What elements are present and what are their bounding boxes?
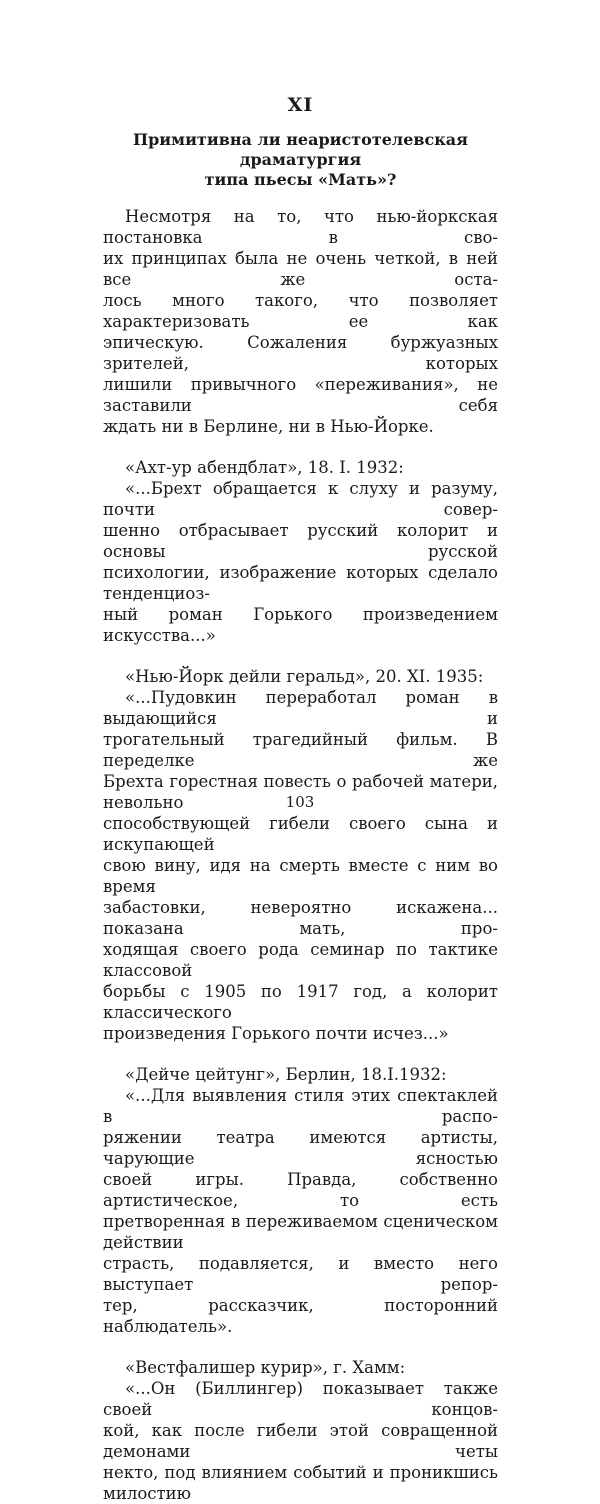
quote-line: трогательный трагедийный фильм. В переделке же bbox=[103, 730, 498, 770]
quote-line: ряжении театра имеются артисты, чарующие ясностью bbox=[103, 1128, 498, 1168]
quote-line: способствующей гибели своего сына и искупающей bbox=[103, 814, 498, 854]
review-block bbox=[103, 457, 498, 646]
review-source: «Нью-Йорк дейли геральд», 20. XI. 1935: bbox=[125, 667, 484, 686]
quote-line: Брехта горестная повесть о рабочей матери, невольно bbox=[103, 772, 498, 812]
chapter-title-line: типа пьесы «Мать»? bbox=[204, 170, 397, 189]
quote-line: своей игры. Правда, собственно артистическое, то есть bbox=[103, 1170, 498, 1210]
chapter-title bbox=[103, 130, 498, 190]
text-line: лишили привычного «переживания», не заставили себя bbox=[103, 375, 498, 415]
quote-line: претворенная в переживаемом сценическом действии bbox=[103, 1212, 498, 1252]
text-line: Несмотря на то, что нью-йоркская постановка в сво- bbox=[103, 207, 498, 247]
review-block bbox=[103, 1357, 498, 1504]
chapter-number: XI bbox=[287, 94, 314, 116]
quote-line: некто, под влиянием событий и проникшись милостию bbox=[103, 1463, 498, 1503]
review-source: «Ахт-ур абендблат», 18. I. 1932: bbox=[125, 458, 404, 477]
review-block bbox=[103, 666, 498, 1044]
review-block bbox=[103, 1064, 498, 1337]
text-line: эпическую. Сожаления буржуазных зрителей, которых bbox=[103, 333, 498, 373]
quote-line: «...Он (Биллингер) показывает также своей концов- bbox=[103, 1379, 498, 1419]
text-line: лось много такого, что позволяет характеризовать ее как bbox=[103, 291, 498, 331]
quote-line: страсть, подавляется, и вместо него выступает репор- bbox=[103, 1254, 498, 1294]
quote-line: ходящая своего рода семинар по тактике классовой bbox=[103, 940, 498, 980]
review-source: «Дейче цейтунг», Берлин, 18.I.1932: bbox=[125, 1065, 447, 1084]
chapter-title-line: Примитивна ли неаристотелевская драматургия bbox=[133, 130, 468, 169]
quote-line: кой, как после гибели этой совращенной демонами четы bbox=[103, 1421, 498, 1461]
quote-line: свою вину, идя на смерть вместе с ним во время bbox=[103, 856, 498, 896]
quote-line: шенно отбрасывает русский колорит и основы русской bbox=[103, 521, 498, 561]
quote-line: произведения Горького почти исчез...» bbox=[103, 1024, 449, 1043]
review-source: «Вестфалишер курир», г. Хамм: bbox=[125, 1358, 406, 1377]
quote-line: психологии, изображение которых сделало тенденциоз- bbox=[103, 563, 498, 603]
text-line: их принципах была не очень четкой, в ней все же оста- bbox=[103, 249, 498, 289]
intro-paragraph bbox=[103, 206, 498, 437]
quote-line: борьбы с 1905 по 1917 год, а колорит классического bbox=[103, 982, 498, 1022]
quote-line: забастовки, невероятно искажена... показана мать, про- bbox=[103, 898, 498, 938]
quote-line: ный роман Горького произведением искусства...» bbox=[103, 605, 498, 645]
page-number: 103 bbox=[285, 793, 315, 811]
text-line: ждать ни в Берлине, ни в Нью-Йорке. bbox=[103, 417, 434, 436]
quote-line: «...Брехт обращается к слуху и разуму, почти совер- bbox=[103, 479, 498, 519]
quote-line: «...Для выявления стиля этих спектаклей в распо- bbox=[103, 1086, 498, 1126]
quote-line: «...Пудовкин переработал роман в выдающийся и bbox=[103, 688, 498, 728]
quote-line: тер, рассказчик, посторонний наблюдатель». bbox=[103, 1296, 498, 1336]
